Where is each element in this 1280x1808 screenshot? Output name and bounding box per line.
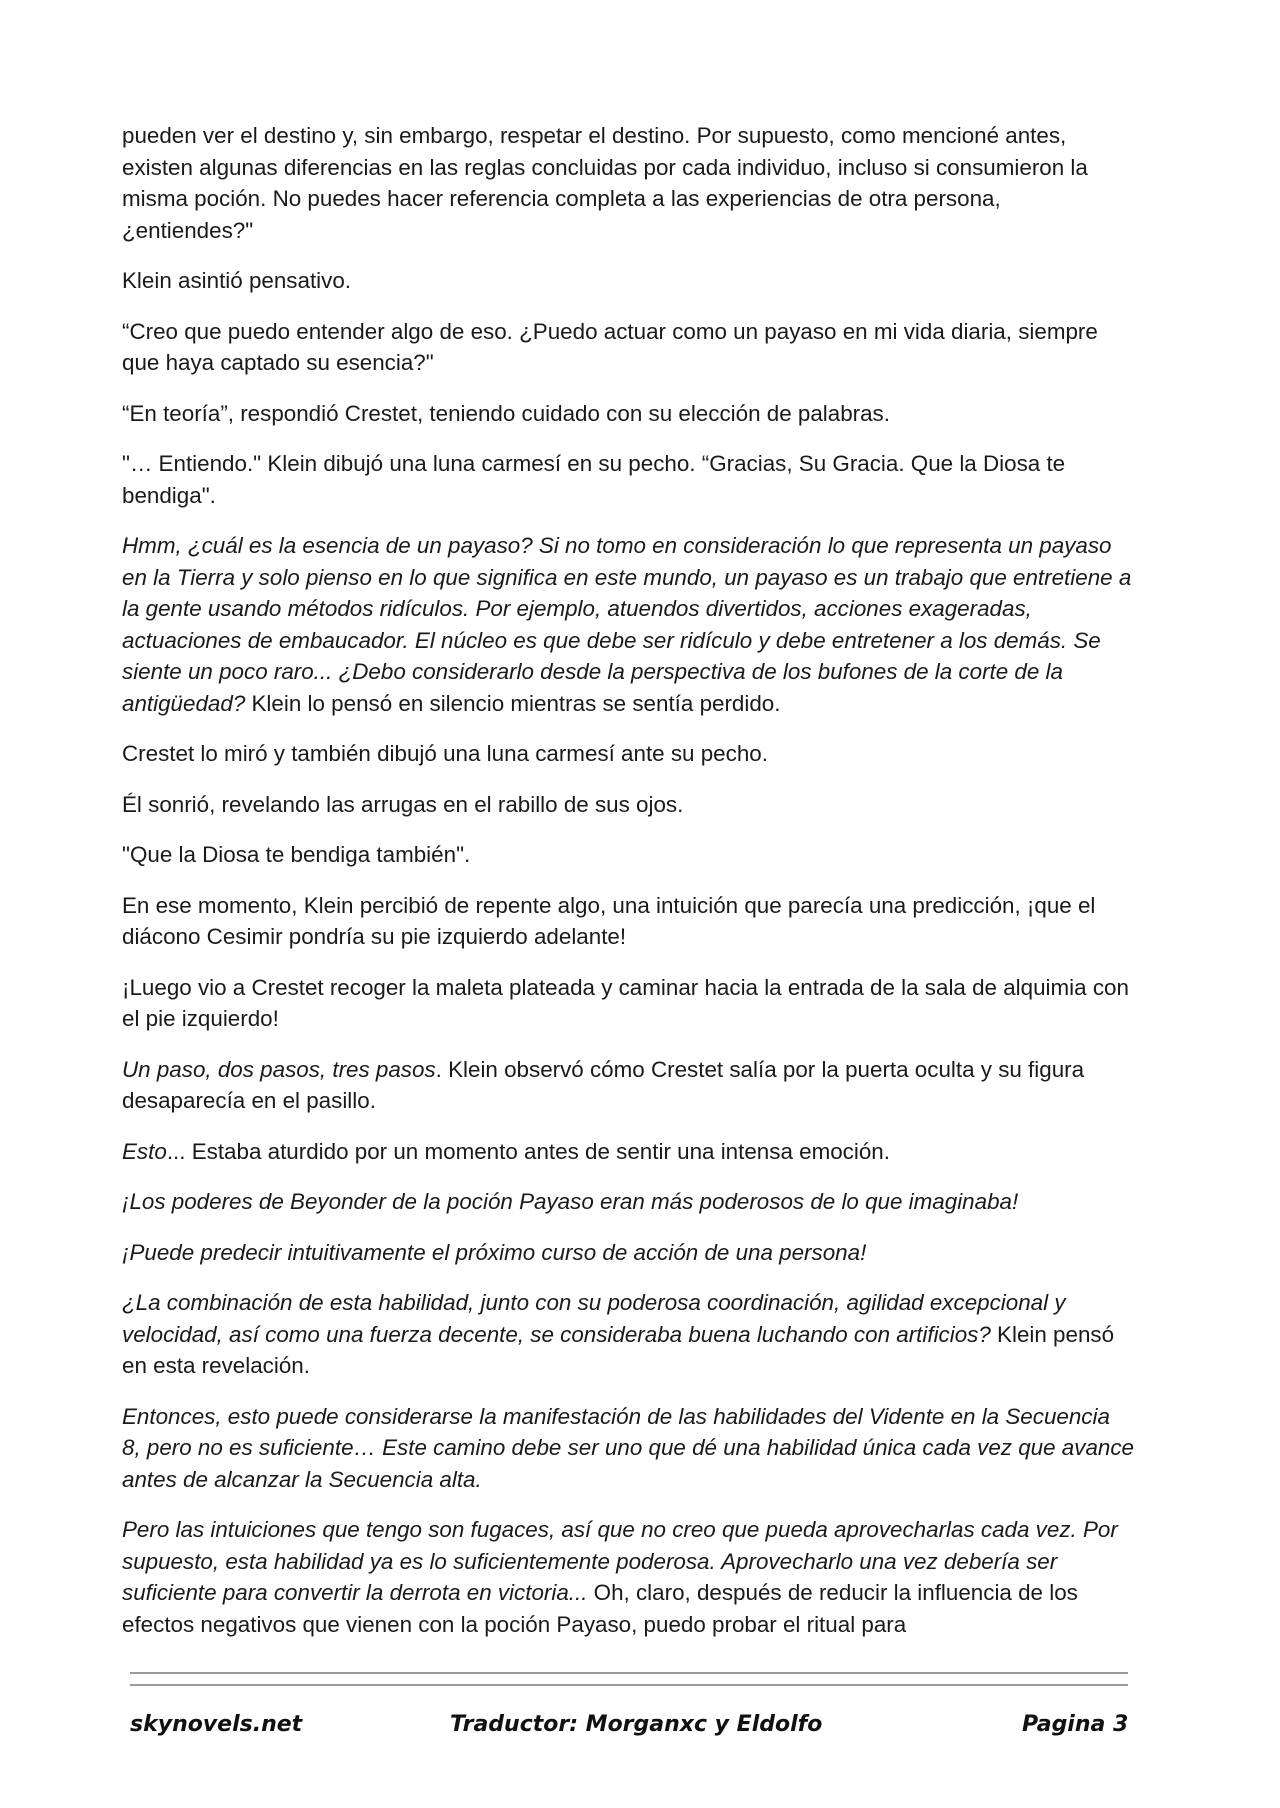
italic-run: Esto — [122, 1138, 167, 1164]
text-run: pueden ver el destino y, sin embargo, respetar el destino. Por supuesto, como mencioné antes, existen algunas diferencias en las reglas concluidas por cada individuo, incluso si consumieron la misma poción. No puedes hacer referencia completa a las experiencias de otra persona, ¿entiendes?" — [122, 123, 1088, 243]
text-run: “En teoría”, respondió Crestet, teniendo cuidado con su elección de palabras. — [122, 400, 890, 426]
footer-site: skynovels.net — [130, 1712, 303, 1737]
text-run: Klein asintió pensativo. — [122, 268, 352, 293]
text-run: Oh, claro, después de reducir la influencia de los efectos negativos que vienen con la poción Payaso, puedo probar el ritual para — [122, 1580, 1078, 1637]
paragraph — [122, 890, 1134, 953]
italic-run: Pero las intuiciones que tengo son fugaces, así que no creo que pueda aprovecharlas cada vez. Por supuesto, esta habilidad ya es lo suficientemente poderosa. Aprovecharlo una vez debería ser suficiente para convertir la derrota en victoria... — [122, 1517, 1118, 1605]
text-run: Klein lo pensó en silencio mientras se sentía perdido. — [245, 690, 781, 716]
paragraph — [122, 1514, 1134, 1640]
text-run: “Creo que puedo entender algo de eso. ¿Puedo actuar como un payaso en mi vida diaria, siempre que haya captado su esencia?" — [122, 318, 1098, 375]
body-text — [122, 120, 1134, 1659]
italic-run: ¡Puede predecir intuitivamente el próximo curso de acción de una persona! — [122, 1239, 867, 1265]
paragraph — [122, 265, 1134, 297]
text-run: "… Entiendo." Klein dibujó una luna carmesí en su pecho. “Gracias, Su Gracia. Que la Diosa te bendiga". — [122, 451, 1066, 508]
paragraph — [122, 1136, 1134, 1168]
italic-run: ¡Los poderes de Beyonder de la poción Payaso eran más poderosos de lo que imaginaba! — [122, 1189, 1019, 1214]
paragraph — [122, 972, 1134, 1035]
text-run: Crestet lo miró y también dibujó una luna carmesí ante su pecho. — [122, 741, 768, 766]
paragraph — [122, 530, 1134, 719]
italic-run: Entonces, esto puede considerarse la manifestación de las habilidades del Vidente en la Secuencia 8, pero no es suficiente… Este camino debe ser uno que dé una habilidad única cada vez que avance antes de alcanzar la Secuencia alta. — [122, 1403, 1134, 1492]
paragraph — [122, 1237, 1134, 1269]
paragraph — [122, 316, 1134, 379]
text-run: En ese momento, Klein percibió de repente algo, una intuición que parecía una predicción, ¡que el diácono Cesimir pondría su pie izquierdo adelante! — [122, 892, 1096, 949]
italic-run: Un paso, dos pasos, tres pasos — [122, 1056, 436, 1082]
footer-page-number: Pagina 3 — [1022, 1712, 1129, 1737]
paragraph — [122, 1287, 1134, 1382]
text-run: . Klein observó cómo Crestet salía por la puerta oculta y su figura desaparecía en el pasillo. — [122, 1056, 1085, 1113]
text-run: ... Estaba aturdido por un momento antes de sentir una intensa emoción. — [166, 1138, 890, 1164]
paragraph — [122, 398, 1134, 430]
paragraph — [122, 839, 1134, 871]
text-run: "Que la Diosa te bendiga también". — [122, 842, 471, 867]
paragraph — [122, 1054, 1134, 1117]
paragraph — [122, 738, 1134, 770]
footer-divider-bottom — [130, 1684, 1128, 1686]
paragraph — [122, 1401, 1134, 1496]
paragraph — [122, 448, 1134, 511]
paragraph — [122, 120, 1134, 246]
italic-run: ¿La combinación de esta habilidad, junto con su poderosa coordinación, agilidad excepcional y velocidad, así como una fuerza decente, se consideraba buena luchando con artificios? — [122, 1290, 1066, 1347]
paragraph — [122, 1186, 1134, 1218]
text-run: ¡Luego vio a Crestet recoger la maleta plateada y caminar hacia la entrada de la sala de alquimia con el pie izquierdo! — [122, 974, 1129, 1031]
text-run: Él sonrió, revelando las arrugas en el rabillo de sus ojos. — [122, 791, 684, 817]
italic-run: Hmm, ¿cuál es la esencia de un payaso? Si no tomo en consideración lo que representa un payaso en la Tierra y solo pienso en lo que significa en este mundo, un payaso es un trabajo que entretiene a la gente usando métodos ridículos. Por ejemplo, atuendos divertidos, acciones exageradas, actuaciones de embaucador. El núcleo es que debe ser ridículo y debe entretener a los demás. Se siente un poco raro... ¿Debo considerarlo desde la perspectiva de los bufones de la corte de la antigüedad? — [122, 533, 1132, 716]
footer-translator: Traductor: Morganxc y Eldolfo — [450, 1712, 823, 1737]
text-run: Klein pensó en esta revelación. — [122, 1321, 1115, 1378]
footer-divider-top — [130, 1672, 1128, 1674]
paragraph — [122, 789, 1134, 821]
